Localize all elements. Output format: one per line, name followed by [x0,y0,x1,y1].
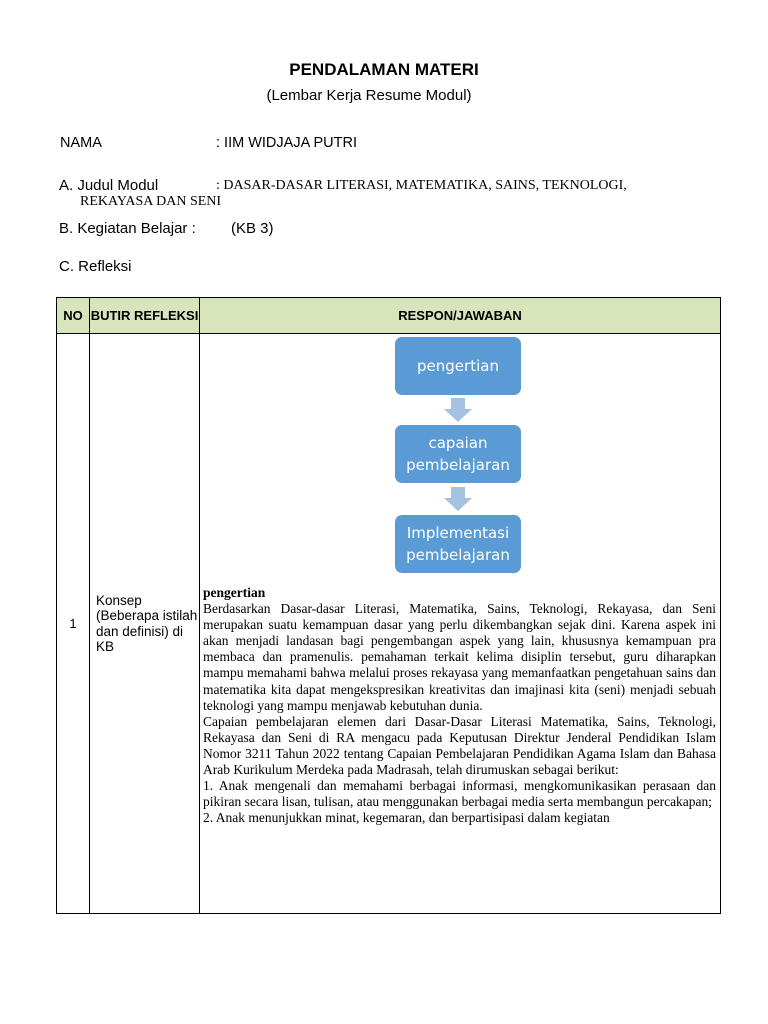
judul-modul-label: A. Judul Modul [59,177,159,194]
judul-modul-value-line2: REKAYASA DAN SENI [80,194,222,209]
refleksi-label: C. Refleksi [59,258,132,275]
flow-diagram [395,334,525,579]
refleksi-table [56,297,721,914]
response-paragraph: Capaian pembelajaran elemen dari Dasar-Dasar Literasi Matematika, Sains, Teknologi, Rekayasa dan Seni di RA mengacu pada Keputusan Direktur Jenderal Pendidikan Islam Nomor 3211 Tahun 2022 tentang Capaian Pembelajaran Pendidikan Agama Islam dan Bahasa Arab Kurikulum Merdeka pada Madrasah, telah dirumuskan sebagai berikut: [203,713,716,778]
response-paragraph: 1. Anak mengenali dan memahami berbagai informasi, mengkomunikasikan perasaan dan pikiran secara lisan, tulisan, atau menggunakan berbagai media serta membangun percakapan; [203,778,716,810]
header-butir-refleksi: BUTIR REFLEKSI [90,298,200,334]
table-header-row [57,298,721,334]
page-subtitle: (Lembar Kerja Resume Modul) [266,87,472,104]
page-title: PENDALAMAN MATERI [289,60,479,79]
judul-modul-value-line1: : DASAR-DASAR LITERASI, MATEMATIKA, SAINS, TEKNOLOGI, [216,178,627,193]
response-paragraph: Berdasarkan Dasar-dasar Literasi, Matematika, Sains, Teknologi, Rekayasa, dan Seni merupakan suatu kemampuan dasar yang perlu dikembangkan sejak dini. Karena aspek ini akan menjadi landasan bagi pengembangan aspek yang lain, khususnya kemampuan pra membaca dan pramenulis. pemahaman terkait kelima disiplin tersebut, guru diharapkan mampu memahami bahwa melalui proses rekayasa yang memanfaatkan pengetahuan sains dan matematika kita dapat mengekspresikan kreativitas dan imajinasi kita (seni) menjadi sebuah teknologi yang mampu menjawab kebutuhan dunia. [203,601,716,713]
nama-label: NAMA [60,135,102,151]
flow-box-implementasi: Implementasi pembelajaran [395,515,521,573]
response-heading: pengertian [203,585,266,600]
kegiatan-belajar-value: (KB 3) [231,220,274,237]
table-row [57,334,721,914]
row-butir-refleksi: Konsep (Beberapa istilah dan definisi) di KB [90,334,200,914]
kegiatan-belajar-label: B. Kegiatan Belajar : [59,220,196,237]
flow-box-pengertian: pengertian [395,337,521,395]
header-no: NO [57,298,90,334]
flow-arrow-down-icon [444,398,472,422]
row-number: 1 [57,334,90,914]
flow-box-capaian: capaian pembelajaran [395,425,521,483]
response-text [203,585,716,826]
response-paragraph: 2. Anak menunjukkan minat, kegemaran, dan berpartisipasi dalam kegiatan [203,810,610,826]
row-response [200,334,721,914]
flow-arrow-down-icon [444,487,472,511]
nama-value: : IIM WIDJAJA PUTRI [216,135,357,151]
header-respon-jawaban: RESPON/JAWABAN [200,298,721,334]
